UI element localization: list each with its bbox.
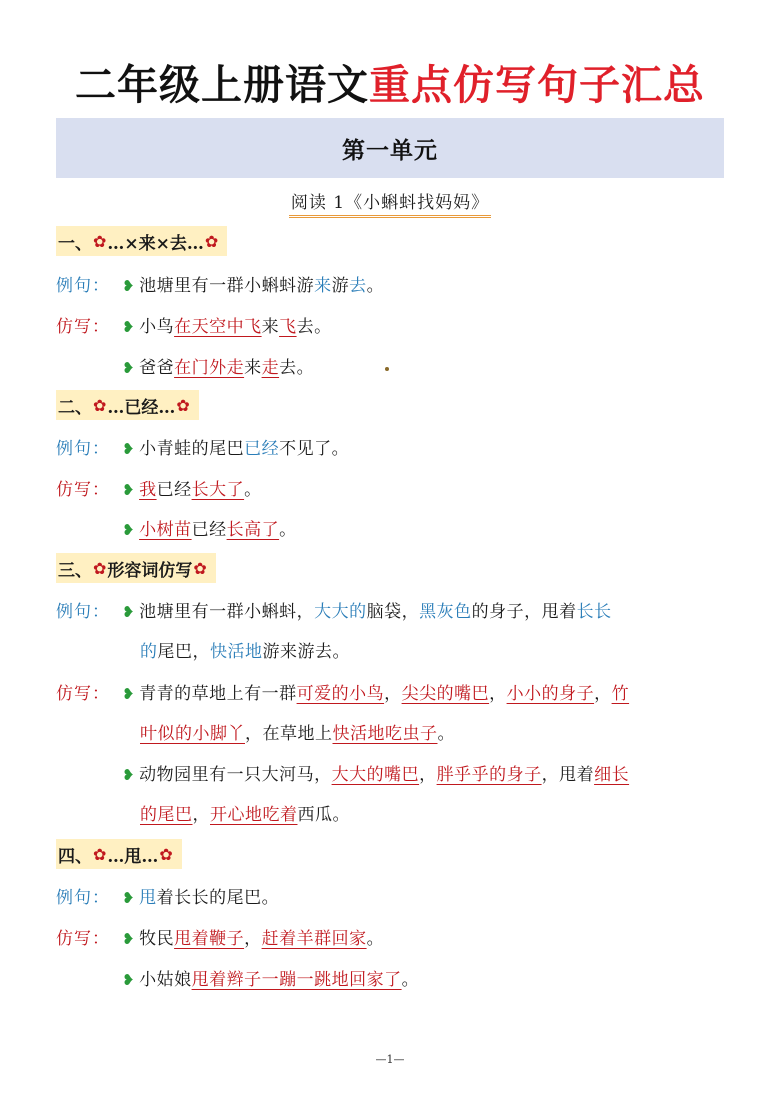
imitate-label: 仿写：: [56, 929, 110, 949]
section-heading-4: [56, 839, 182, 869]
underlined-phrase: 在门外走: [174, 358, 245, 378]
section-number: 三、: [58, 560, 92, 581]
text: 。: [366, 929, 385, 949]
example-row: [56, 597, 612, 622]
text: 西瓜。: [297, 805, 350, 825]
text: 脑袋，: [366, 602, 420, 622]
highlight: 黑灰色: [419, 602, 472, 622]
underlined-phrase: 大大的嘴巴: [331, 765, 420, 785]
section-heading-3: [56, 553, 216, 583]
example-row: [56, 434, 349, 459]
example-label: 例句：: [56, 276, 110, 296]
leaf-icon: ❥: [122, 277, 136, 295]
text: 池塘里有一群小蝌蚪，: [139, 602, 315, 622]
text: 的身子，甩着: [471, 602, 577, 622]
underlined-phrase: 赶着羊群回家: [261, 929, 367, 949]
imitate-label: 仿写：: [56, 684, 110, 704]
imitation-row: [56, 924, 384, 949]
section-number: 一、: [58, 233, 92, 254]
text: 已经: [156, 480, 192, 500]
leaf-icon: ❥: [122, 889, 136, 907]
leaf-icon: ❥: [122, 440, 136, 458]
stray-dot: [385, 367, 389, 371]
highlight: 的: [140, 642, 158, 662]
leaf-icon: ❥: [122, 603, 136, 621]
example-row: [56, 271, 384, 296]
underlined-phrase: 长大了: [191, 480, 245, 500]
underlined-phrase: 细长: [594, 765, 630, 785]
flower-icon: ✿: [93, 231, 107, 251]
underlined-phrase: 甩着辫子一蹦一跳地回家了: [191, 970, 402, 990]
section-text: 形容词仿写: [107, 560, 193, 581]
highlight: 已经: [244, 439, 280, 459]
imitation-continuation: [140, 800, 350, 825]
underlined-phrase: 我: [139, 480, 157, 500]
text: 。: [366, 276, 385, 296]
highlight: 大大的: [314, 602, 367, 622]
text: ，: [594, 684, 612, 704]
text: 已经: [191, 520, 227, 540]
underlined-phrase: 长高了: [226, 520, 280, 540]
flower-icon: ✿: [93, 395, 107, 415]
text: 。: [437, 724, 455, 744]
flower-icon: ✿: [176, 395, 190, 415]
imitation-row: [56, 353, 314, 378]
section-heading-1: [56, 226, 227, 256]
leaf-icon: ❥: [122, 521, 136, 539]
imitation-row: [56, 760, 629, 785]
imitation-row: [56, 679, 629, 704]
text: ，: [192, 805, 210, 825]
title-black: 二年级上册语文: [75, 61, 369, 109]
underlined-phrase: 胖乎乎的身子: [436, 765, 542, 785]
underlined-phrase: 小小的身子: [506, 684, 595, 704]
text: ，在草地上: [245, 724, 333, 744]
underlined-phrase: 尖尖的嘴巴: [401, 684, 490, 704]
section-heading-2: [56, 390, 199, 420]
text: 牧民: [139, 929, 175, 949]
flower-icon: ✿: [159, 844, 173, 864]
highlight: 来: [314, 276, 332, 296]
text: 不见了。: [279, 439, 350, 459]
imitation-row: [56, 312, 332, 337]
flower-icon: ✿: [204, 231, 219, 251]
text: 着长长的尾巴。: [156, 888, 280, 908]
flower-icon: ✿: [193, 558, 207, 578]
leaf-icon: ❥: [122, 766, 136, 784]
text: ，: [384, 684, 402, 704]
text: 尾巴，: [157, 642, 210, 662]
example-continuation: [140, 637, 350, 662]
text: 来: [261, 317, 280, 337]
text: 。: [401, 970, 420, 990]
highlight: 去: [349, 276, 367, 296]
text: 去。: [296, 317, 332, 337]
leaf-icon: ❥: [122, 359, 136, 377]
leaf-icon: ❥: [122, 971, 136, 989]
underlined-phrase: 甩着鞭子: [174, 929, 245, 949]
text: 池塘里有一群小蝌蚪游: [139, 276, 315, 296]
section-text: …甩…: [107, 846, 159, 867]
leaf-icon: ❥: [122, 685, 136, 703]
highlight: 甩: [139, 888, 157, 908]
flower-icon: ✿: [93, 844, 107, 864]
text: 小鸟: [139, 317, 175, 337]
text: 来: [244, 358, 262, 378]
flower-icon: ✿: [93, 558, 107, 578]
text: 小姑娘: [139, 970, 192, 990]
text: 去。: [279, 358, 315, 378]
highlight: 长长: [576, 602, 612, 622]
unit-title: 第一单元: [342, 137, 438, 164]
underlined-phrase: 在天空中飞: [174, 317, 262, 337]
underlined-phrase: 小树苗: [139, 520, 192, 540]
section-number: 二、: [58, 397, 92, 418]
section-text: …已经…: [107, 397, 176, 418]
text: 。: [279, 520, 297, 540]
text: ，甩着: [541, 765, 595, 785]
example-row: [56, 883, 279, 908]
underlined-phrase: 的尾巴: [140, 805, 193, 825]
text: ，: [244, 929, 262, 949]
leaf-icon: ❥: [122, 318, 136, 336]
text: ，: [489, 684, 507, 704]
section-number: 四、: [58, 846, 92, 867]
text: 游: [331, 276, 350, 296]
underlined-phrase: 飞: [279, 317, 297, 337]
underlined-phrase: 走: [261, 358, 280, 378]
title-red: 重点仿写句子汇总: [369, 61, 705, 109]
imitation-row: [56, 965, 419, 990]
underlined-phrase: 竹: [611, 684, 630, 704]
unit-banner: [56, 118, 724, 178]
text: ，: [419, 765, 437, 785]
underlined-phrase: 开心地吃着: [210, 805, 298, 825]
imitation-row: [56, 475, 262, 500]
imitation-continuation: [140, 719, 455, 744]
reading-title: 阅读 1《小蝌蚪找妈妈》: [289, 193, 491, 218]
text: 青青的草地上有一群: [139, 684, 297, 704]
page-title: [0, 52, 780, 111]
underlined-phrase: 可爱的小鸟: [296, 684, 385, 704]
underlined-phrase: 叶似的小脚丫: [140, 724, 245, 744]
example-label: 例句：: [56, 888, 110, 908]
imitation-row: [56, 515, 297, 540]
leaf-icon: ❥: [122, 930, 136, 948]
leaf-icon: ❥: [122, 481, 136, 499]
page-number: —1—: [375, 1053, 405, 1066]
text: 动物园里有一只大河马，: [139, 765, 332, 785]
text: 。: [244, 480, 262, 500]
imitate-label: 仿写：: [56, 480, 110, 500]
text: 游来游去。: [262, 642, 350, 662]
section-text: …×来×去…: [107, 233, 204, 254]
imitate-label: 仿写：: [56, 317, 110, 337]
highlight: 快活地: [210, 642, 263, 662]
example-label: 例句：: [56, 602, 110, 622]
text: 小青蛙的尾巴: [139, 439, 245, 459]
text: 爸爸: [139, 358, 175, 378]
example-label: 例句：: [56, 439, 110, 459]
reading-heading: [0, 188, 780, 213]
underlined-phrase: 快活地吃虫子: [332, 724, 438, 744]
